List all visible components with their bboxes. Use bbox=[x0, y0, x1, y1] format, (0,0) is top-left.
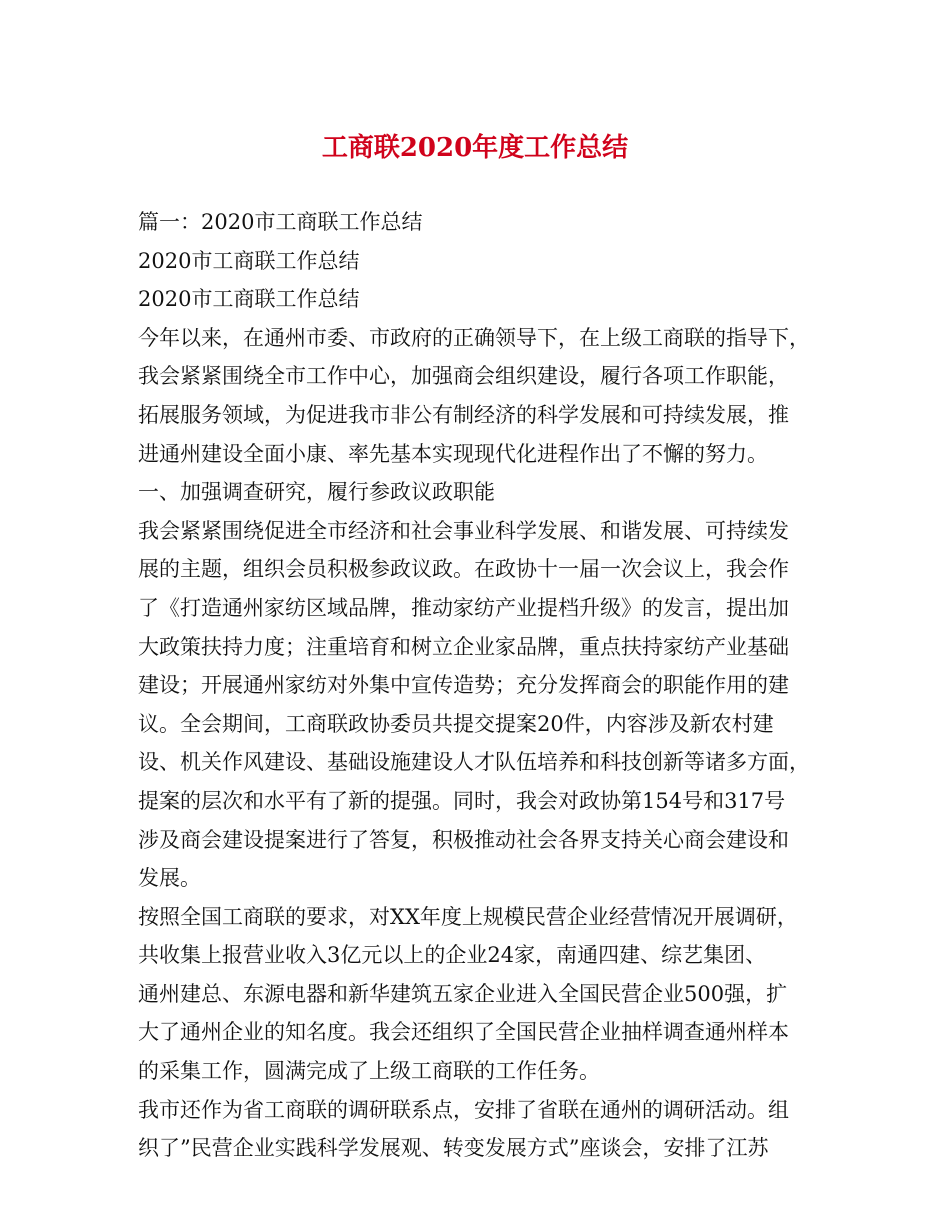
text-line: 一、加强调查研究，履行参政议政职能 bbox=[138, 480, 495, 505]
text-line: 通州建总、东源电器和新华建筑五家企业进入全国民营企业500强，扩 bbox=[138, 981, 788, 1006]
document-body bbox=[138, 203, 828, 1168]
text-line: 我市还作为省工商联的调研联系点，安排了省联在通州的调研活动。组 bbox=[138, 1097, 789, 1122]
text-line: 2020市工商联工作总结 bbox=[138, 287, 360, 312]
text-line: 拓展服务领域，为促进我市非公有制经济的科学发展和可持续发展，推 bbox=[138, 402, 789, 427]
text-line: 大了通州企业的知名度。我会还组织了全国民营企业抽样调查通州样本 bbox=[138, 1020, 789, 1045]
text-line: 大政策扶持力度；注重培育和树立企业家品牌，重点扶持家纺产业基础 bbox=[138, 634, 789, 659]
text-line: 今年以来，在通州市委、市政府的正确领导下，在上级工商联的指导下， bbox=[138, 325, 810, 350]
text-line: 提案的层次和水平有了新的提强。同时，我会对政协第154号和317号 bbox=[138, 788, 786, 813]
text-line: 建设；开展通州家纺对外集中宣传造势；充分发挥商会的职能作用的建 bbox=[138, 673, 789, 698]
text-line: 发展。 bbox=[138, 866, 201, 891]
text-line: 展的主题，组织会员积极参政议政。在政协十一届一次会议上，我会作 bbox=[138, 557, 789, 582]
text-line: 的采集工作，圆满完成了上级工商联的工作任务。 bbox=[138, 1059, 600, 1084]
text-line: 设、机关作风建设、基础设施建设人才队伍培养和科技创新等诸多方面， bbox=[138, 750, 810, 775]
text-line: 了《打造通州家纺区域品牌，推动家纺产业提档升级》的发言，提出加 bbox=[138, 595, 789, 620]
text-line: 涉及商会建设提案进行了答复，积极推动社会各界支持关心商会建设和 bbox=[138, 827, 789, 852]
document-title: 工商联2020年度工作总结 bbox=[321, 133, 629, 163]
text-line: 进通州建设全面小康、率先基本实现现代化进程作出了不懈的努力。 bbox=[138, 441, 768, 466]
text-line: 我会紧紧围绕促进全市经济和社会事业科学发展、和谐发展、可持续发 bbox=[138, 518, 789, 543]
text-line: 按照全国工商联的要求，对XX年度上规模民营企业经营情况开展调研， bbox=[138, 904, 798, 929]
text-line: 织了”民营企业实践科学发展观、转变发展方式”座谈会，安排了江苏 bbox=[138, 1136, 769, 1161]
text-line: 共收集上报营业收入3亿元以上的企业24家，南通四建、综艺集团、 bbox=[138, 943, 767, 968]
text-line: 议。全会期间，工商联政协委员共提交提案20件，内容涉及新农村建 bbox=[138, 711, 774, 736]
text-line: 篇一：2020市工商联工作总结 bbox=[138, 210, 423, 234]
text-line: 我会紧紧围绕全市工作中心，加强商会组织建设，履行各项工作职能， bbox=[138, 364, 789, 389]
text-line: 2020市工商联工作总结 bbox=[138, 248, 360, 273]
